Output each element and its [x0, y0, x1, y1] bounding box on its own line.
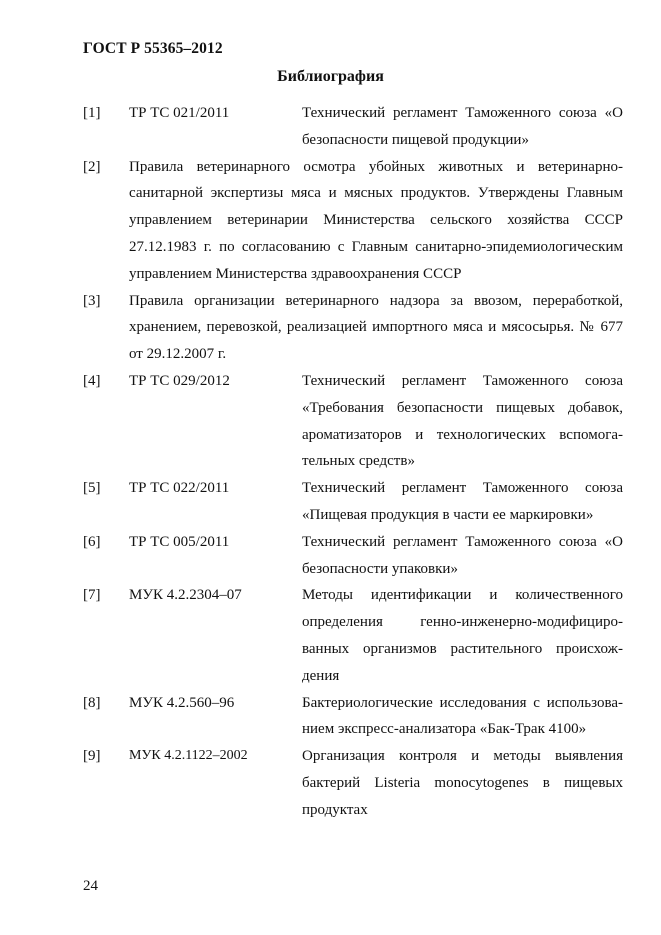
- bibliography-entry-5: [83, 475, 623, 529]
- entry-number: [1]: [83, 105, 101, 121]
- entry-code: МУК 4.2.560–96: [129, 694, 235, 711]
- entry-number: [3]: [83, 292, 101, 309]
- standard-code: ГОСТ Р 55365–2012: [83, 40, 223, 57]
- bibliography-entry-8: [83, 690, 623, 744]
- bibliography-entry-1: [83, 100, 623, 154]
- entry-number: [7]: [83, 587, 101, 604]
- page-number: 24: [83, 878, 98, 894]
- section-title: Библиография: [277, 68, 384, 85]
- entry-text: Бактериологические исследования с использованием экспресс-анализатора «Бак-Трак 4100»: [302, 694, 623, 738]
- bibliography-entry-4: [83, 368, 623, 475]
- entry-code: ТР ТС 029/2012: [129, 372, 230, 389]
- entry-number: [4]: [83, 372, 101, 389]
- entry-number: [9]: [83, 748, 101, 765]
- entry-code: МУК 4.2.1122–2002: [129, 748, 248, 764]
- bibliography-entry-7: [83, 582, 623, 689]
- entry-text: Технический регламент Таможенного союза «Пищевая продукция в части ее маркировки»: [302, 480, 623, 523]
- bibliography-entry-9: [83, 743, 623, 823]
- entry-text: Правила ветеринарного осмотра убойных животных и ветеринарно-санитарной экспертизы мяса и мясных продуктов. Утверждены Главным управлением ветеринарии Министерства сельского хозяйства СССР 27.12.1983 г. по согласованию с Главным санитарно-эпидемиологическим управлением Министерства здравоохранения СССР: [129, 158, 623, 282]
- entry-number: [5]: [83, 480, 101, 497]
- bibliography-entry-3: [83, 288, 623, 368]
- entry-code: ТР ТС 021/2011: [129, 105, 230, 121]
- entry-code: МУК 4.2.2304–07: [129, 587, 242, 604]
- bibliography-entry-6: [83, 529, 623, 583]
- entry-number: [8]: [83, 694, 101, 711]
- entry-text: Технический регламент Таможенного союза «О безопасности упаковки»: [302, 533, 623, 577]
- entry-text: Технический регламент Таможенного союза «О безопасности пищевой продукции»: [302, 105, 623, 148]
- bibliography-list: [83, 100, 623, 824]
- entry-text: Технический регламент Таможенного союза «Требования безопасности пищевых добавок, ароматизаторов и технологических вспомогательных средств»: [302, 372, 623, 470]
- entry-text: Методы идентификации и количественного определения генно-инженерно-модифицированных организмов растительного происхождения: [302, 587, 623, 684]
- entry-number: [2]: [83, 158, 101, 175]
- entry-text: Правила организации ветеринарного надзора за ввозом, переработкой, хранением, перевозкой, реализацией импортного мяса и мясосырья. № 677 от 29.12.2007 г.: [129, 292, 623, 363]
- entry-code: ТР ТС 022/2011: [129, 480, 230, 497]
- entry-code: ТР ТС 005/2011: [129, 533, 230, 550]
- entry-number: [6]: [83, 533, 101, 550]
- bibliography-entry-2: [83, 154, 623, 288]
- entry-text: Организация контроля и методы выявления бактерий Listeria monocytogenes в пищевых продуктах: [302, 748, 623, 818]
